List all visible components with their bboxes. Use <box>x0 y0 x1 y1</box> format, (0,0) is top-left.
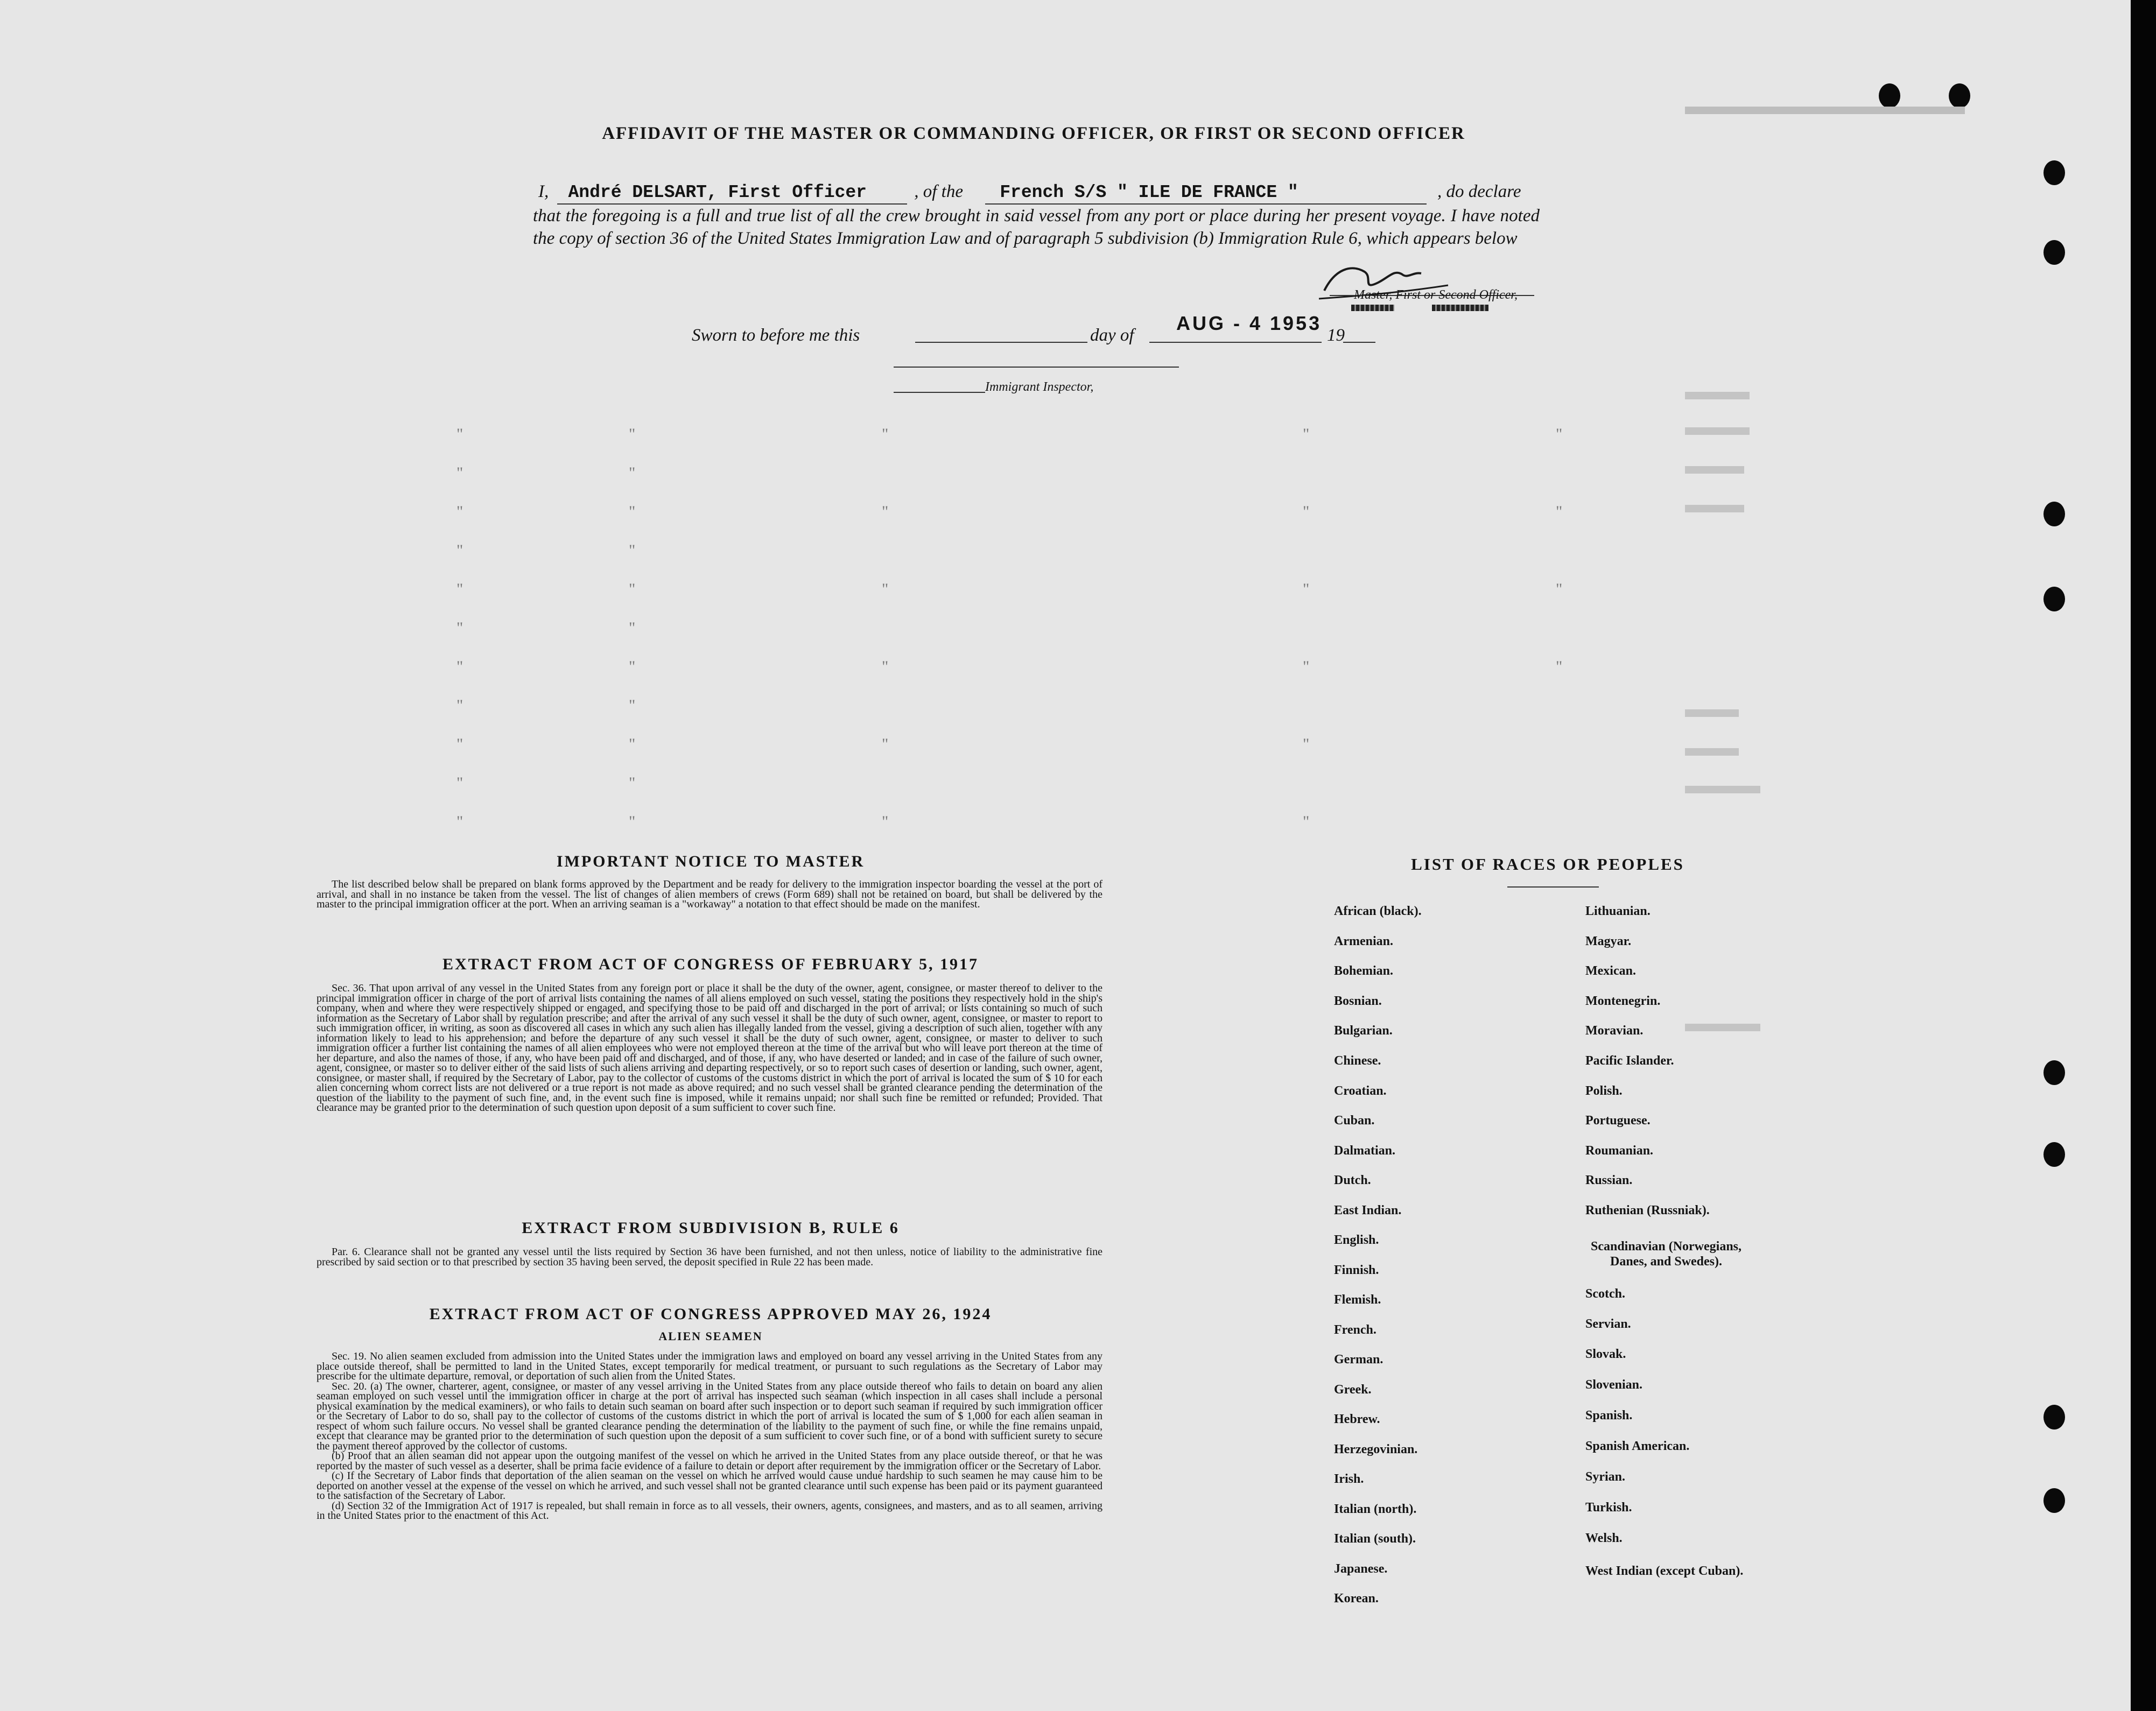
race-item: Greek. <box>1334 1383 1372 1397</box>
race-item: Turkish. <box>1585 1501 1632 1515</box>
affidavit-declarant-line <box>538 182 1540 202</box>
extract-1924-text <box>317 1351 1102 1521</box>
notice-title: IMPORTANT NOTICE TO MASTER <box>556 853 865 870</box>
bleed-through-mark <box>1685 786 1760 793</box>
ditto-mark: " <box>882 580 889 598</box>
ditto-mark: " <box>457 425 463 443</box>
inspector-signature-line <box>894 367 1179 368</box>
of-the-label: , of the <box>914 182 963 201</box>
race-item: Korean. <box>1334 1592 1379 1606</box>
extract-1924-paragraph: (b) Proof that an alien seaman did not appear upon the outgoing manifest of the vessel on which he arrived in the United States from any place outside thereof, or that he was reported by the master of such vessel as a deserter, shall be prima facie evidence of a failure to detain or deport after requirement by the immigration officer or the Secretary of Labor. <box>317 1450 1102 1472</box>
race-item: Bohemian. <box>1334 964 1394 978</box>
ditto-mark: " <box>629 696 636 714</box>
punch-hole <box>2043 1142 2065 1167</box>
bleed-through-mark <box>1685 709 1739 717</box>
ditto-mark: " <box>1303 503 1310 520</box>
alien-seamen-subtitle: ALIEN SEAMEN <box>658 1329 763 1343</box>
race-item: Scandinavian (Norwegians, Danes, and Swedes). <box>1590 1240 1742 1269</box>
race-item: Armenian. <box>1334 934 1393 948</box>
do-declare-label: , do declare <box>1437 182 1521 201</box>
ditto-mark: " <box>629 425 636 443</box>
ditto-mark: " <box>457 619 463 637</box>
race-item: Herzegovinian. <box>1334 1442 1418 1456</box>
race-item: Finnish. <box>1334 1263 1379 1277</box>
ditto-mark: " <box>629 774 636 792</box>
race-item: Irish. <box>1334 1472 1364 1486</box>
extract-1924-paragraph: Sec. 20. (a) The owner, charterer, agent, consignee, or master of any vessel arriving in the United States from any place outside thereof who fails to detain on board any alien seaman employed on such vessel until the immigration officer in charge at the port of arrival has inspected such seaman (which inspection in all cases shall include a personal physical examination by the medical examiners), or who fails to detain such seaman on board after such inspection or to deport such seaman if required by such immigration officer or the Secretary of Labor to do so, shall pay to the collector of customs of the customs district in which the port of arrival is located the sum of $ 1,000 for each alien seaman in respect of whom such failure occurs. No vessel shall be granted clearance pending the determination of the liability to the payment of such fine, or while the fine remains unpaid, except that clearance may be granted prior to the determination of such question upon the deposit of a sum sufficient to cover such fine, or of a bond with sufficient surety to secure the payment thereof approved by the collector of customs. <box>317 1380 1102 1452</box>
i-label: I, <box>538 182 549 201</box>
extract-1917-text <box>317 983 1102 1113</box>
extract-rule6-text <box>317 1247 1102 1267</box>
inspector-label-line <box>894 392 985 393</box>
race-item: French. <box>1334 1323 1377 1337</box>
bleed-through-mark <box>1685 748 1739 756</box>
ditto-mark: " <box>882 425 889 443</box>
race-item: Mexican. <box>1585 964 1636 978</box>
punch-hole <box>1879 83 1900 108</box>
ditto-mark: " <box>457 541 463 559</box>
punch-hole <box>2043 502 2065 526</box>
race-item: German. <box>1334 1353 1384 1367</box>
bleed-through-mark <box>1685 505 1744 512</box>
ditto-mark: " <box>1556 658 1563 675</box>
ditto-mark: " <box>629 735 636 753</box>
extract-1917-title: EXTRACT FROM ACT OF CONGRESS OF FEBRUARY 5, 1917 <box>442 955 979 973</box>
affidavit-body: that the foregoing is a full and true list of all the crew brought in said vessel from any port or place during her present voyage. I have noted the copy of section 36 of the United States Immigration Law and of paragraph 5 subdivision (b) Immigration Rule 6, which appears below <box>533 206 1540 248</box>
punch-hole <box>2043 587 2065 611</box>
extract-1924-paragraph: (d) Section 32 of the Immigration Act of 1917 is repealed, but shall remain in force as to all vessels, their owners, agents, consignees, and masters, and as to all seamen, arriving in the United States prior to the enactment of this Act. <box>317 1499 1102 1522</box>
ditto-mark: " <box>457 503 463 520</box>
punch-hole <box>2043 1060 2065 1085</box>
race-item: Portuguese. <box>1585 1114 1651 1128</box>
year-line <box>1343 342 1375 343</box>
race-item: Dalmatian. <box>1334 1144 1395 1158</box>
ditto-mark: " <box>1303 735 1310 753</box>
month-line <box>1149 342 1322 343</box>
race-item: Welsh. <box>1585 1531 1623 1545</box>
race-item: Chinese. <box>1334 1054 1381 1068</box>
race-item: Hebrew. <box>1334 1412 1380 1426</box>
race-item: Spanish American. <box>1585 1439 1690 1453</box>
ditto-mark: " <box>629 541 636 559</box>
race-item: East Indian. <box>1334 1203 1402 1217</box>
extract-rule6-paragraph: Par. 6. Clearance shall not be granted any vessel until the lists required by Section 36 have been furnished, and not then unless, notice of liability to the administrative fine prescribed by said section or to that prescribed by section 35 having been served, the deposit specified in Rule 22 has been made. <box>317 1246 1102 1268</box>
vessel-name-typed: French S/S " ILE DE FRANCE " <box>1000 182 1298 202</box>
ditto-mark: " <box>457 735 463 753</box>
ditto-mark: " <box>1556 503 1563 520</box>
race-item: Italian (south). <box>1334 1532 1416 1546</box>
bleed-through-mark <box>1685 392 1750 399</box>
race-item: Polish. <box>1585 1084 1623 1098</box>
race-item: Slovak. <box>1585 1347 1626 1361</box>
race-item: African (black). <box>1334 904 1422 918</box>
ditto-mark: " <box>457 464 463 482</box>
race-item: Roumanian. <box>1585 1144 1654 1158</box>
race-item: Cuban. <box>1334 1114 1375 1128</box>
struck-out-text <box>1432 305 1488 311</box>
race-item: Servian. <box>1585 1317 1631 1331</box>
race-item: Russian. <box>1585 1173 1633 1187</box>
race-item: Bosnian. <box>1334 994 1382 1008</box>
affidavit-title: AFFIDAVIT OF THE MASTER OR COMMANDING OFFICER, OR FIRST OR SECOND OFFICER <box>602 124 1465 143</box>
bleed-through-mark <box>1685 466 1744 474</box>
ditto-mark: " <box>629 619 636 637</box>
race-item: Syrian. <box>1585 1470 1626 1484</box>
ditto-mark: " <box>1556 425 1563 443</box>
race-item: Ruthenian (Russniak). <box>1585 1203 1710 1217</box>
sworn-label: Sworn to before me this <box>692 326 860 345</box>
bleed-through-mark <box>1685 427 1750 435</box>
sworn-day-line <box>915 342 1087 343</box>
ditto-mark: " <box>457 658 463 675</box>
ditto-mark: " <box>629 464 636 482</box>
race-item: Dutch. <box>1334 1173 1371 1187</box>
year-prefix: 19 <box>1327 326 1345 345</box>
extract-1924-paragraph: (c) If the Secretary of Labor finds that deportation of the alien seaman on the vessel on which he arrived would cause undue hardship to such seamen he may cause him to be deported on another vessel at the expense of the vessel on which he arrived, and such vessel shall not be granted clearance until such expense has been paid or its payment guaranteed to the satisfaction of the Secretary of Labor. <box>317 1470 1102 1502</box>
race-item: Bulgarian. <box>1334 1024 1393 1038</box>
day-of-label: day of <box>1090 326 1134 345</box>
ditto-mark: " <box>882 658 889 675</box>
punch-hole <box>2043 1488 2065 1513</box>
ditto-mark: " <box>457 580 463 598</box>
notice-paragraph: The list described below shall be prepared on blank forms approved by the Department and be ready for delivery to the immigration inspector boarding the vessel at the port of arrival, and shall in no instance be taken from the vessel. The list of changes of alien members of crews (Form 689) shall not be retained on board, but shall be delivered by the master to the principal immigration officer at the port. When an arriving seaman is a "workaway" a notation to that effect should be made on the manifest. <box>317 878 1102 910</box>
ditto-mark: " <box>1303 425 1310 443</box>
ditto-mark: " <box>629 813 636 830</box>
race-item: Scotch. <box>1585 1287 1625 1301</box>
ditto-mark: " <box>882 735 889 753</box>
ditto-mark: " <box>1303 658 1310 675</box>
ditto-mark: " <box>629 580 636 598</box>
ditto-mark: " <box>1303 580 1310 598</box>
punch-hole <box>2043 1405 2065 1430</box>
race-item: Magyar. <box>1585 934 1632 948</box>
inspector-label: Immigrant Inspector, <box>985 380 1094 394</box>
stamped-date: AUG - 4 1953 <box>1176 312 1322 334</box>
races-title-underline <box>1507 886 1599 888</box>
race-item: English. <box>1334 1233 1379 1247</box>
race-item: Japanese. <box>1334 1562 1388 1576</box>
notice-text <box>317 879 1102 910</box>
race-item: Lithuanian. <box>1585 904 1651 918</box>
race-item: Slovenian. <box>1585 1378 1643 1392</box>
race-item: Pacific Islander. <box>1585 1054 1674 1068</box>
bleed-through-mark <box>1685 107 1965 114</box>
extract-1924-title: EXTRACT FROM ACT OF CONGRESS APPROVED MAY 26, 1924 <box>429 1305 992 1323</box>
extract-rule6-title: EXTRACT FROM SUBDIVISION B, RULE 6 <box>522 1219 900 1237</box>
ditto-mark: " <box>457 813 463 830</box>
race-item: Montenegrin. <box>1585 994 1661 1008</box>
declarant-name-typed: André DELSART, First Officer <box>568 182 867 202</box>
ditto-mark: " <box>1303 813 1310 830</box>
punch-hole <box>2043 160 2065 185</box>
ditto-mark: " <box>457 774 463 792</box>
punch-hole <box>2043 240 2065 265</box>
extract-1917-paragraph: Sec. 36. That upon arrival of any vessel in the United States from any foreign port or place it shall be the duty of the owner, agent, consignee, or master thereof to deliver to the principal immigration officer in charge of the port of arrival lists containing the names of all aliens employed on such vessel, stating the positions they respectively hold in the ship's company, when and where they were respectively shipped or engaged, and specifying those to be paid off and discharged in the port of arrival; or lists containing so much of such information as the Secretary of Labor shall by regulation prescribe; and after the arrival of any such vessel it shall be the duty of such owner, agent, consignee, or master to report to such immigration officer, in writing, as soon as discovered all cases in which any such alien has illegally landed from the vessel, giving a description of such alien, together with any information likely to lead to his apprehension; and before the departure of any such vessel it shall be the duty of such owner, agent, consignee, or master to deliver to such immigration officer a further list containing the names of all alien employees who were not employed thereon at the time of the arrival but who will leave port thereon at the time of her departure, and also the names of those, if any, who have been paid off and discharged, and of those, if any, who have deserted or landed; and in case of the failure of such owner, agent, consignee, or master so to deliver either of the said lists of such aliens arriving and departing respectively, or so to report such cases of desertion or landing, such owner, agent, consignee, or master shall, if required by the Secretary of Labor, pay to the collector of customs of the customs district in which the port of arrival is located the sum of $ 10 for each alien concerning whom correct lists are not delivered or a true report is not made as above required; and no such vessel shall be granted clearance pending the determination of the question of the liability to the payment of such fine, and, in the event such fine is imposed, while it remains unpaid; nor shall such fine be remitted or refunded; Provided. That clearance may be granted prior to the determination of such question upon deposit of a sum sufficient to cover such fine. <box>317 982 1102 1114</box>
ditto-mark: " <box>629 658 636 675</box>
ditto-mark: " <box>1556 580 1563 598</box>
ditto-mark: " <box>882 503 889 520</box>
extract-1924-paragraph: Sec. 19. No alien seamen excluded from admission into the United States under the immigration laws and employed on board any vessel arriving in the United States from any place outside thereof, shall be permitted to land in the United States, except temporarily for medical treatment, or pursuant to such regulations as the Secretary of Labor may prescribe for the ultimate departure, removal, or deportation of such alien from the United States. <box>317 1350 1102 1382</box>
races-title: LIST OF RACES OR PEOPLES <box>1411 855 1684 874</box>
race-item: Italian (north). <box>1334 1502 1417 1516</box>
scan-edge <box>2131 0 2156 1711</box>
signature-label: Master, First or Second Officer, <box>1354 288 1518 302</box>
ditto-mark: " <box>457 696 463 714</box>
struck-out-text <box>1351 305 1394 311</box>
ditto-mark: " <box>629 503 636 520</box>
race-item: Flemish. <box>1334 1293 1381 1307</box>
punch-hole <box>1949 83 1970 108</box>
race-item: West Indian (except Cuban). <box>1585 1564 1744 1578</box>
race-item: Spanish. <box>1585 1409 1633 1423</box>
race-item: Moravian. <box>1585 1024 1644 1038</box>
bleed-through-mark <box>1685 1024 1760 1031</box>
ditto-mark: " <box>882 813 889 830</box>
race-item: Croatian. <box>1334 1084 1387 1098</box>
